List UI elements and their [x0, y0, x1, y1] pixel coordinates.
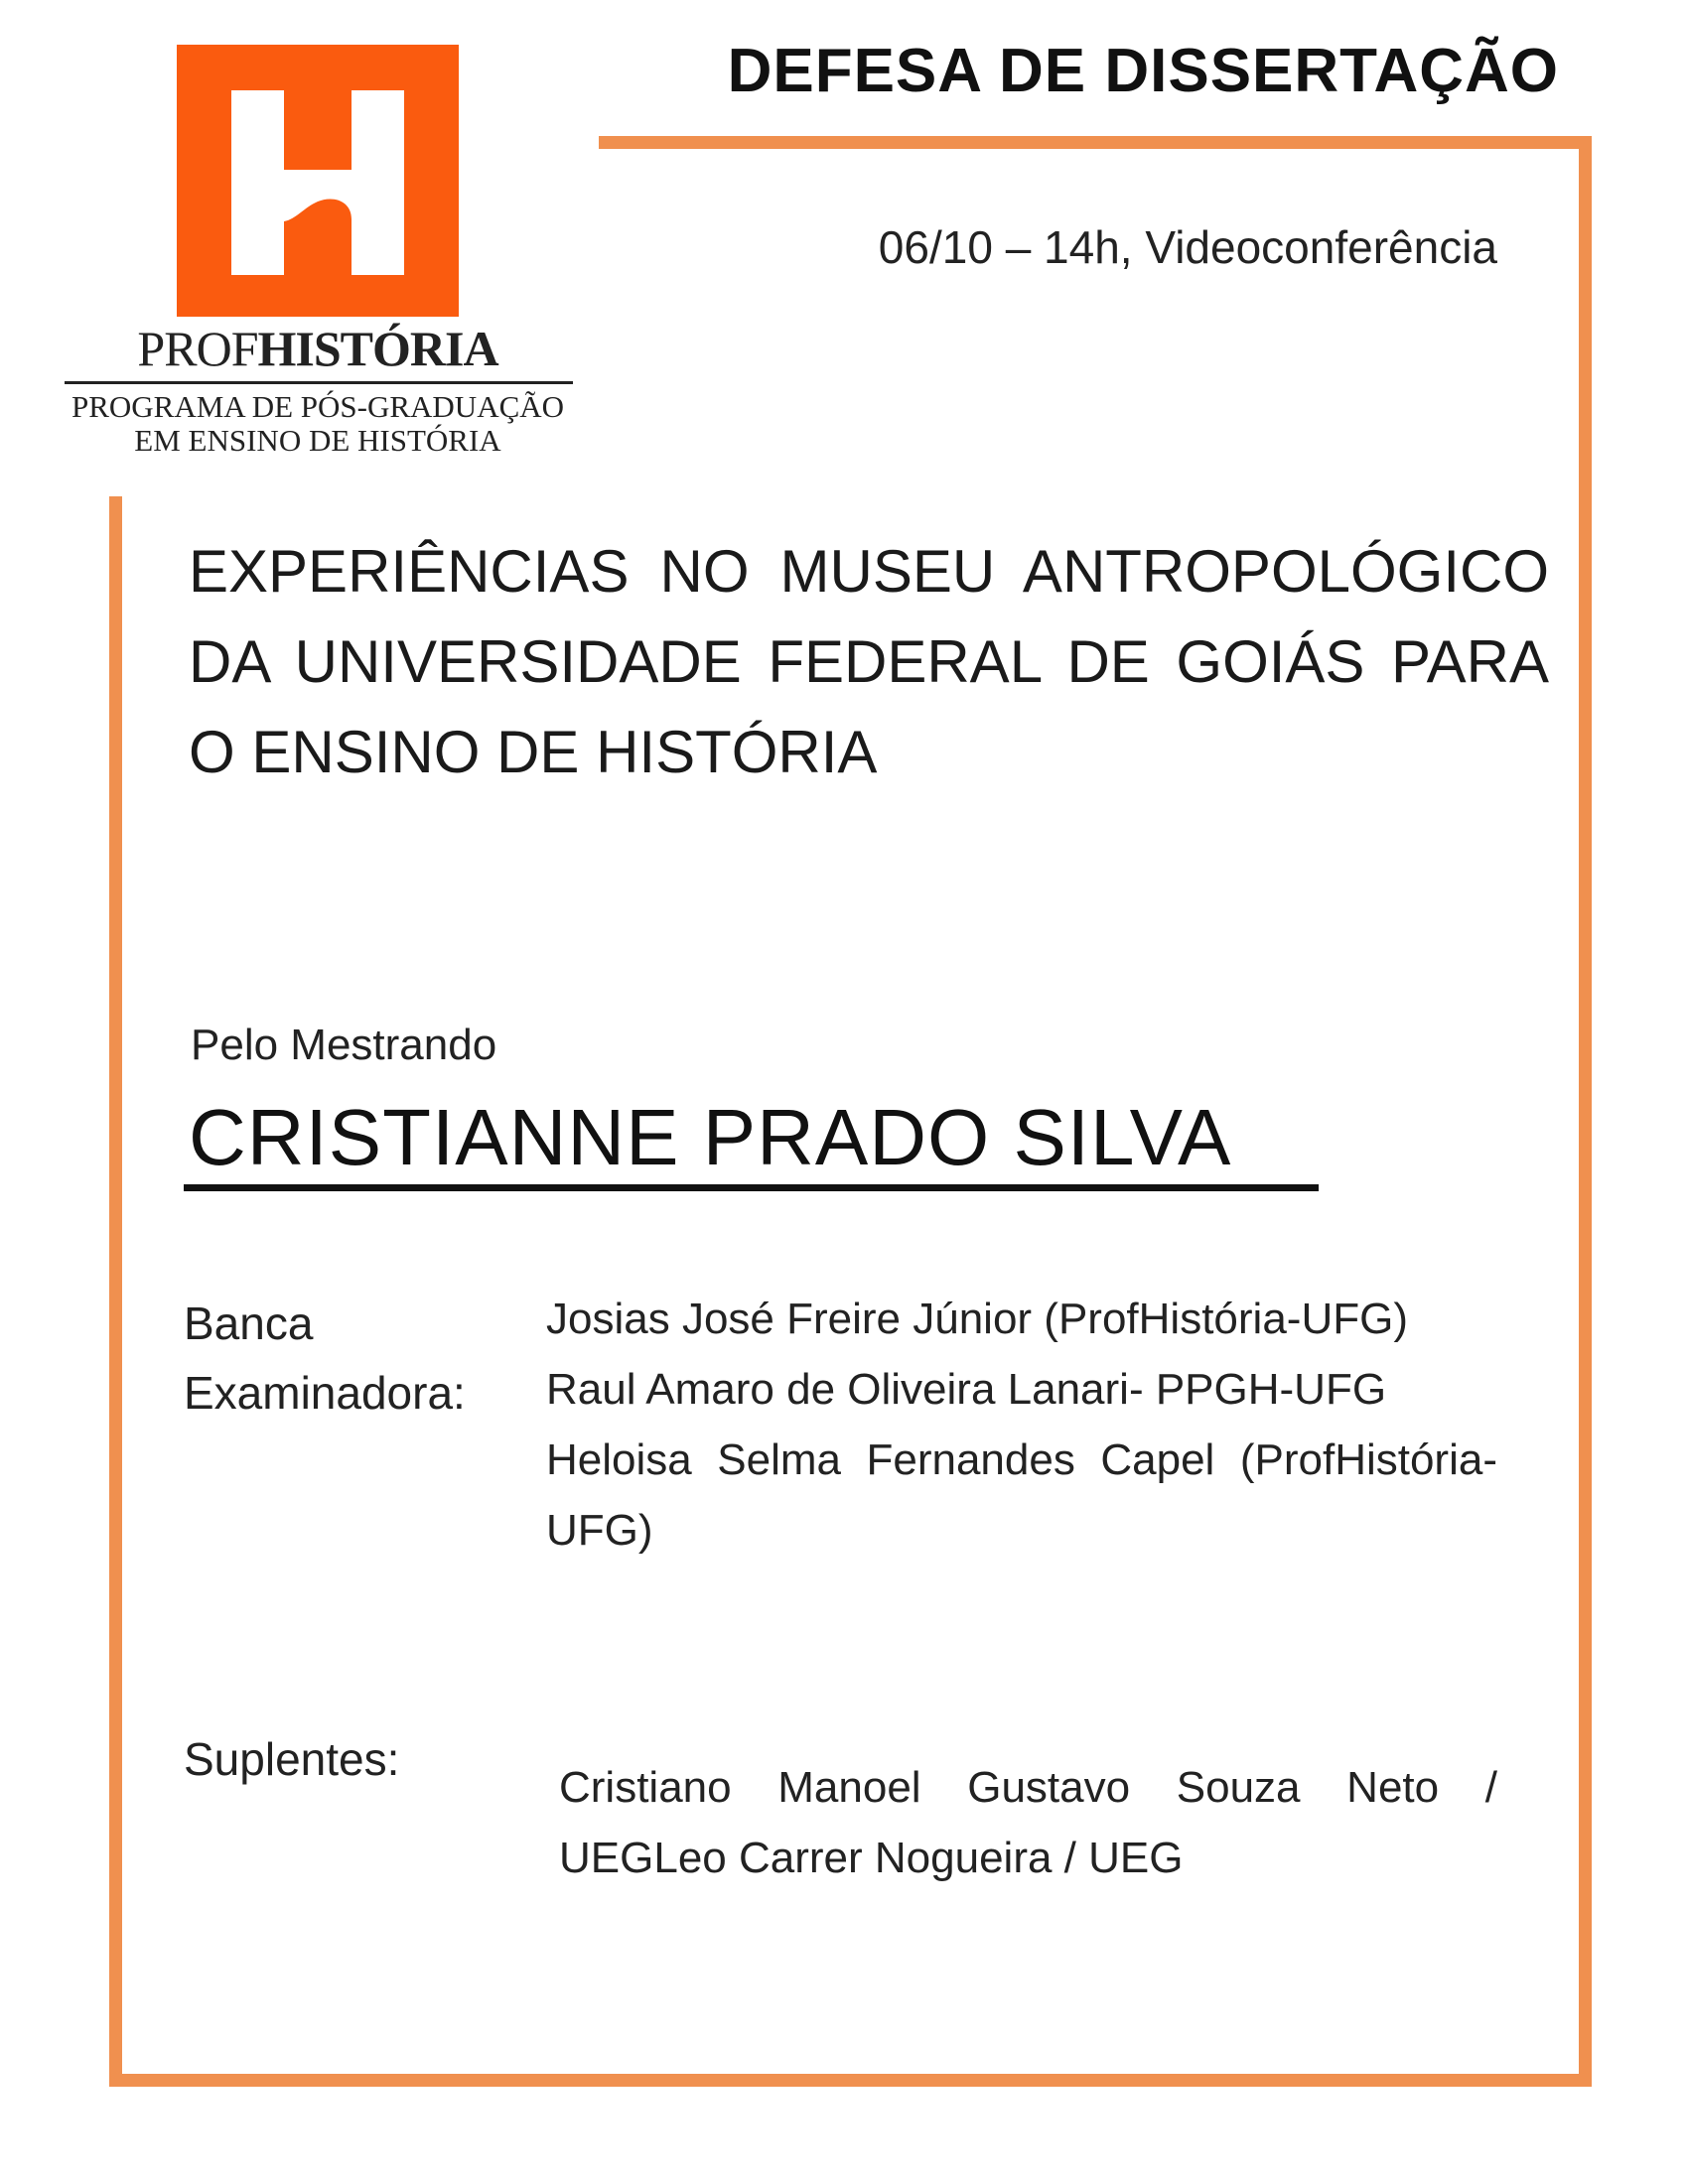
committee-label: [184, 1289, 466, 1428]
committee-member: Josias José Freire Júnior (ProfHistória-UFG): [546, 1295, 1408, 1343]
logo-word-historia: HISTÓRIA: [257, 321, 498, 376]
logo-word-prof: PROF: [137, 321, 258, 376]
committee-member: Heloisa Selma Fernandes Capel (ProfHistória-UFG): [546, 1435, 1497, 1555]
committee-member: Raul Amaro de Oliveira Lanari- PPGH-UFG: [546, 1365, 1387, 1414]
logo-divider: [65, 381, 573, 384]
candidate-prefix: Pelo Mestrando: [191, 1021, 497, 1069]
h-logo-icon: [177, 45, 459, 317]
frame-right-border: [1579, 136, 1592, 2087]
logo-wordmark: [60, 320, 576, 377]
profhistoria-logo-mark: [177, 45, 459, 317]
logo-subtitle: [60, 390, 576, 458]
candidate-name: CRISTIANNE PRADO SILVA: [189, 1093, 1232, 1181]
event-date-location: 06/10 – 14h, Videoconferência: [878, 221, 1497, 273]
committee-members-list: [546, 1284, 1497, 1566]
committee-label-line-2: Examinadora:: [184, 1367, 466, 1419]
committee-label-line-1: Banca: [184, 1297, 314, 1349]
frame-top-border: [599, 136, 1592, 149]
logo-subtitle-line-2: EM ENSINO DE HISTÓRIA: [134, 423, 501, 458]
page-title: DEFESA DE DISSERTAÇÃO: [727, 37, 1559, 105]
frame-bottom-border: [109, 2074, 1592, 2087]
thesis-title: EXPERIÊNCIAS NO MUSEU ANTROPOLÓGICO DA UNIVERSIDADE FEDERAL DE GOIÁS PARA O ENSINO DE HISTÓRIA: [189, 538, 1549, 785]
candidate-underline: [184, 1184, 1319, 1191]
alternates-label: Suplentes:: [184, 1733, 400, 1785]
frame-left-border: [109, 496, 122, 2087]
alternates-list: Cristiano Manoel Gustavo Souza Neto / UEGLeo Carrer Nogueira / UEG: [559, 1763, 1497, 1882]
logo-subtitle-line-1: PROGRAMA DE PÓS-GRADUAÇÃO: [70, 389, 565, 424]
